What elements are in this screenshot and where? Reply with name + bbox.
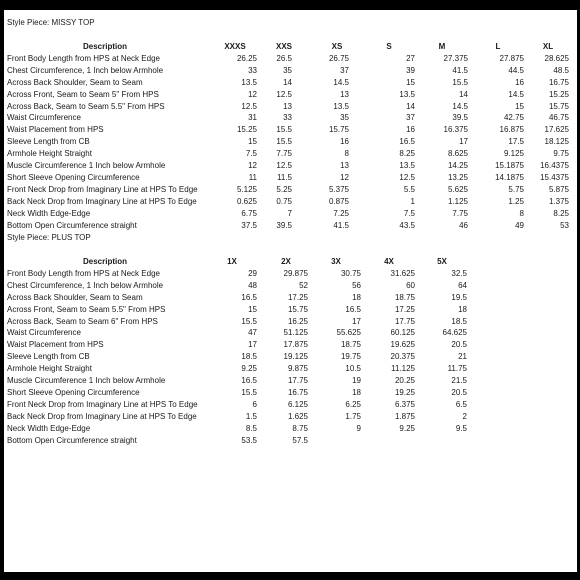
measurement-cell: 21 (458, 352, 467, 362)
measurement-cell: 17.25 (394, 304, 415, 314)
measurement-cell: 13 (340, 89, 349, 99)
measurement-cell: 41.5 (333, 220, 349, 230)
measurement-cell: 16.75 (287, 387, 308, 397)
measurement-cell: 18.75 (340, 340, 361, 350)
measurement-cell: 6.5 (455, 399, 467, 409)
measurement-cell: 8.5 (245, 423, 257, 433)
row-label: Chest Circumference, 1 Inch below Armhole (7, 65, 164, 75)
measurement-cell: 7.75 (452, 208, 468, 218)
measurement-cell: 16.5 (241, 376, 257, 385)
measurement-cell: 1 (410, 196, 415, 206)
measurement-cell: 15.25 (548, 89, 569, 99)
measurement-cell: 29.875 (283, 268, 308, 278)
measurement-cell: 18.75 (394, 292, 415, 302)
row-label: Back Neck Drop from Imaginary Line at HPS To Edge (7, 411, 197, 421)
measurement-cell: 57.5 (292, 435, 308, 445)
measurement-cell: 17.625 (544, 125, 569, 135)
measurement-cell: 46.75 (548, 113, 569, 123)
measurement-cell: 15.5 (241, 316, 257, 326)
measurement-cell: 16.4375 (540, 161, 569, 170)
measurement-cell: 16 (406, 125, 415, 135)
measurement-cell: 8 (519, 208, 524, 218)
measurement-cell: 5.125 (236, 184, 257, 194)
measurement-cell: 15.75 (287, 304, 308, 314)
measurement-cell: 20.375 (390, 352, 415, 362)
measurement-cell: 14.5 (333, 77, 349, 87)
row-label: Waist Circumference (7, 328, 81, 338)
measurement-cell: 5.5 (403, 184, 415, 194)
measurement-cell: 15 (406, 77, 415, 87)
measurement-cell: 27.375 (443, 53, 468, 63)
row-label: Across Front, Seam to Seam 5" From HPS (7, 89, 159, 99)
measurement-cell: 20.5 (451, 387, 467, 397)
measurement-cell: 18 (458, 304, 467, 314)
measurement-cell: 14.5 (452, 101, 468, 111)
measurement-cell: 11.75 (447, 364, 467, 374)
measurement-cell: 16.5 (241, 292, 257, 302)
measurement-cell: 37 (406, 113, 415, 123)
measurement-cell: 19 (352, 376, 361, 385)
measurement-cell: 9.25 (241, 364, 257, 374)
row-label: Front Neck Drop from Imaginary Line at HPS To Edge (7, 184, 198, 194)
measurement-cell: 37.5 (241, 220, 257, 230)
row-label: Sleeve Length from CB (7, 352, 90, 362)
measurement-cell: 1.375 (548, 196, 569, 206)
row-label: Waist Circumference (7, 113, 81, 123)
measurement-cell: 13.5 (399, 161, 415, 170)
row-label: Sleeve Length from CB (7, 137, 90, 147)
measurement-cell: 64 (458, 280, 467, 290)
size-chart-sheet (4, 10, 577, 572)
measurement-cell: 39.5 (452, 113, 468, 123)
measurement-cell: 8 (344, 149, 349, 159)
measurement-cell: 0.875 (328, 196, 349, 206)
measurement-cell: 8.625 (447, 149, 468, 159)
measurement-cell: 7 (287, 208, 292, 218)
measurement-cell: 51.125 (283, 328, 308, 338)
row-label: Across Back, Seam to Seam 5.5" From HPS (7, 101, 165, 111)
measurement-cell: 14.1875 (495, 172, 524, 182)
measurement-cell: 15 (515, 101, 524, 111)
measurement-cell: 0.75 (276, 196, 292, 206)
measurement-cell: 1.5 (245, 411, 257, 421)
measurement-cell: 15.5 (276, 137, 292, 147)
measurement-cell: 17.75 (394, 316, 415, 326)
measurement-cell: 60.125 (390, 328, 415, 338)
row-label: Waist Placement from HPS (7, 340, 104, 350)
row-label: Across Front, Seam to Seam 5.5" From HPS (7, 304, 166, 314)
measurement-cell: 19.75 (340, 352, 361, 362)
measurement-cell: 18.5 (241, 352, 257, 362)
measurement-cell: 14.5 (508, 89, 524, 99)
measurement-cell: 26.75 (328, 53, 349, 63)
measurement-cell: 32.5 (451, 268, 467, 278)
measurement-cell: 53.5 (241, 435, 257, 445)
measurement-cell: 31 (248, 113, 257, 123)
measurement-cell: 18.125 (544, 137, 569, 147)
row-label: Front Neck Drop from Imaginary Line at HPS To Edge (7, 399, 198, 409)
measurement-cell: 13.5 (241, 77, 257, 87)
measurement-cell: 16.5 (345, 304, 361, 314)
section-title: Style Piece: MISSY TOP (7, 18, 95, 27)
measurement-cell: 18 (352, 292, 361, 302)
measurement-cell: 6.25 (345, 399, 361, 409)
measurement-cell: 9.5 (455, 423, 467, 433)
measurement-cell: 15.5 (241, 387, 257, 397)
measurement-cell: 43.5 (399, 220, 415, 230)
measurement-cell: 15.5 (452, 77, 468, 87)
measurement-cell: 9 (356, 423, 361, 433)
measurement-cell: 17.875 (283, 340, 308, 350)
column-header-description: Description (82, 42, 127, 51)
column-header-size: XS (331, 42, 343, 51)
measurement-cell: 55.625 (336, 328, 361, 338)
measurement-cell: 15 (248, 137, 257, 147)
row-label: Neck Width Edge-Edge (7, 423, 91, 433)
measurement-cell: 15.25 (236, 125, 257, 135)
measurement-cell: 12 (340, 172, 349, 182)
measurement-cell: 6.125 (287, 399, 308, 409)
measurement-cell: 5.75 (508, 184, 524, 194)
measurement-cell: 48 (248, 280, 257, 290)
measurement-cell: 14 (459, 89, 468, 99)
measurement-cell: 33 (248, 65, 257, 75)
measurement-cell: 18 (352, 387, 361, 397)
row-label: Chest Circumference, 1 Inch below Armhole (7, 280, 164, 290)
measurement-cell: 20.5 (451, 340, 467, 350)
row-label: Bottom Open Circumference straight (7, 435, 137, 445)
measurement-cell: 9.75 (553, 149, 569, 159)
measurement-cell: 14 (283, 77, 292, 87)
column-header-size: 3X (331, 257, 341, 266)
measurement-cell: 8.25 (399, 149, 415, 159)
measurement-cell: 17.5 (508, 137, 524, 147)
measurement-cell: 0.625 (236, 196, 257, 206)
measurement-cell: 5.875 (548, 184, 569, 194)
row-label: Across Back Shoulder, Seam to Seam (7, 77, 143, 87)
column-header-size: S (386, 42, 392, 51)
measurement-cell: 17.25 (287, 292, 308, 302)
measurement-cell: 7.5 (403, 208, 415, 218)
measurement-cell: 46 (459, 220, 468, 230)
measurement-cell: 16.25 (287, 316, 308, 326)
measurement-cell: 12.5 (276, 89, 292, 99)
column-header-size: L (495, 42, 501, 51)
measurement-cell: 2 (462, 411, 467, 421)
measurement-cell: 16.5 (399, 137, 415, 147)
row-label: Bottom Open Circumference straight (7, 220, 137, 230)
measurement-cell: 31.625 (390, 268, 415, 278)
measurement-cell: 29 (248, 268, 257, 278)
measurement-cell: 1.875 (394, 411, 415, 421)
measurement-cell: 15.4375 (540, 172, 569, 182)
measurement-cell: 17 (352, 316, 361, 326)
measurement-cell: 30.75 (340, 268, 361, 278)
row-label: Neck Width Edge-Edge (7, 208, 91, 218)
measurement-cell: 7.75 (276, 149, 292, 159)
measurement-cell: 26.5 (276, 53, 292, 63)
row-label: Short Sleeve Opening Circumference (7, 172, 140, 182)
measurement-cell: 41.5 (452, 65, 468, 75)
measurement-cell: 11.5 (277, 172, 292, 182)
measurement-cell: 26.25 (236, 53, 257, 63)
measurement-cell: 48.5 (553, 65, 569, 75)
measurement-cell: 14.25 (447, 161, 468, 170)
measurement-cell: 15.75 (328, 125, 349, 135)
measurement-cell: 64.625 (442, 328, 467, 338)
measurement-cell: 8.75 (292, 423, 308, 433)
measurement-cell: 11 (248, 172, 257, 182)
measurement-cell: 13 (340, 161, 349, 170)
measurement-cell: 33 (283, 113, 292, 123)
measurement-cell: 15.5 (276, 125, 292, 135)
measurement-cell: 1.25 (508, 196, 524, 206)
row-label: Waist Placement from HPS (7, 125, 104, 135)
measurement-cell: 16 (340, 137, 349, 147)
measurement-cell: 19.5 (451, 292, 467, 302)
measurement-cell: 18.5 (451, 316, 467, 326)
measurement-cell: 13.5 (399, 89, 415, 99)
measurement-cell: 15 (248, 304, 257, 314)
measurement-cell: 16 (515, 77, 524, 87)
measurement-cell: 1.625 (287, 411, 308, 421)
section-title: Style Piece: PLUS TOP (7, 233, 91, 242)
row-label: Armhole Height Straight (7, 149, 92, 159)
measurement-cell: 13 (283, 101, 292, 111)
measurement-cell: 37 (340, 65, 349, 75)
measurement-cell: 12.5 (276, 161, 292, 170)
measurement-cell: 6.375 (394, 399, 415, 409)
measurement-cell: 17 (248, 340, 257, 350)
row-label: Across Back Shoulder, Seam to Seam (7, 292, 143, 302)
measurement-cell: 47 (248, 328, 257, 338)
measurement-cell: 6 (252, 399, 257, 409)
measurement-cell: 16.75 (548, 77, 569, 87)
measurement-cell: 10.5 (345, 364, 361, 374)
row-label: Front Body Length from HPS at Neck Edge (7, 268, 160, 278)
measurement-cell: 60 (406, 280, 415, 290)
row-label: Armhole Height Straight (7, 364, 92, 374)
measurement-cell: 9.875 (287, 364, 308, 374)
measurement-cell: 17 (459, 137, 468, 147)
column-header-size: XXS (275, 42, 292, 51)
measurement-cell: 12.5 (241, 101, 257, 111)
measurement-cell: 13.5 (333, 101, 349, 111)
column-header-size: 4X (384, 257, 394, 266)
measurement-cell: 12 (248, 89, 257, 99)
measurement-cell: 49 (515, 220, 524, 230)
row-label: Muscle Circumference 1 Inch below Armhole (7, 376, 166, 385)
measurement-cell: 35 (283, 65, 292, 75)
measurement-cell: 19.625 (390, 340, 415, 350)
measurement-cell: 53 (560, 220, 569, 230)
row-label: Front Body Length from HPS at Neck Edge (7, 53, 160, 63)
measurement-cell: 15.1875 (495, 161, 524, 170)
measurement-cell: 7.5 (245, 149, 257, 159)
measurement-cell: 11.125 (391, 364, 415, 374)
measurement-cell: 7.25 (333, 208, 349, 218)
measurement-cell: 52 (299, 280, 308, 290)
column-header-size: XL (542, 42, 554, 51)
measurement-cell: 39 (406, 65, 415, 75)
measurement-cell: 15.75 (548, 101, 569, 111)
measurement-cell: 20.25 (394, 376, 415, 385)
measurement-cell: 42.75 (503, 113, 524, 123)
column-header-size: M (438, 42, 446, 51)
measurement-cell: 13.25 (447, 172, 468, 182)
row-label: Across Back, Seam to Seam 6" From HPS (7, 316, 158, 326)
measurement-cell: 28.625 (544, 53, 569, 63)
measurement-cell: 14 (406, 101, 415, 111)
measurement-cell: 12 (248, 161, 257, 170)
measurement-cell: 9.125 (503, 149, 524, 159)
measurement-cell: 1.75 (345, 411, 361, 421)
measurement-cell: 44.5 (508, 65, 524, 75)
row-label: Back Neck Drop from Imaginary Line at HPS To Edge (7, 196, 197, 206)
column-header-size: 5X (437, 257, 447, 266)
column-header-size: 1X (227, 257, 237, 266)
column-header-size: 2X (281, 257, 291, 266)
measurement-cell: 5.625 (447, 184, 468, 194)
row-label: Short Sleeve Opening Circumference (7, 387, 140, 397)
measurement-cell: 5.375 (328, 184, 349, 194)
column-header-size: XXXS (224, 42, 246, 51)
measurement-cell: 19.125 (283, 352, 308, 362)
measurement-cell: 9.25 (399, 423, 415, 433)
measurement-cell: 19.25 (394, 387, 415, 397)
row-label: Muscle Circumference 1 Inch below Armhole (7, 161, 166, 170)
measurement-cell: 16.375 (443, 125, 468, 135)
measurement-cell: 12.5 (399, 172, 415, 182)
measurement-cell: 1.125 (447, 196, 468, 206)
column-header-description: Description (82, 257, 127, 266)
measurement-cell: 21.5 (451, 376, 467, 385)
measurement-cell: 17.75 (287, 376, 308, 385)
measurement-cell: 27.875 (499, 53, 524, 63)
measurement-cell: 16.875 (499, 125, 524, 135)
measurement-cell: 39.5 (276, 220, 292, 230)
measurement-cell: 6.75 (241, 208, 257, 218)
measurement-cell: 56 (352, 280, 361, 290)
measurement-cell: 8.25 (553, 208, 569, 218)
measurement-cell: 35 (340, 113, 349, 123)
measurement-cell: 27 (406, 53, 415, 63)
measurement-cell: 5.25 (276, 184, 292, 194)
